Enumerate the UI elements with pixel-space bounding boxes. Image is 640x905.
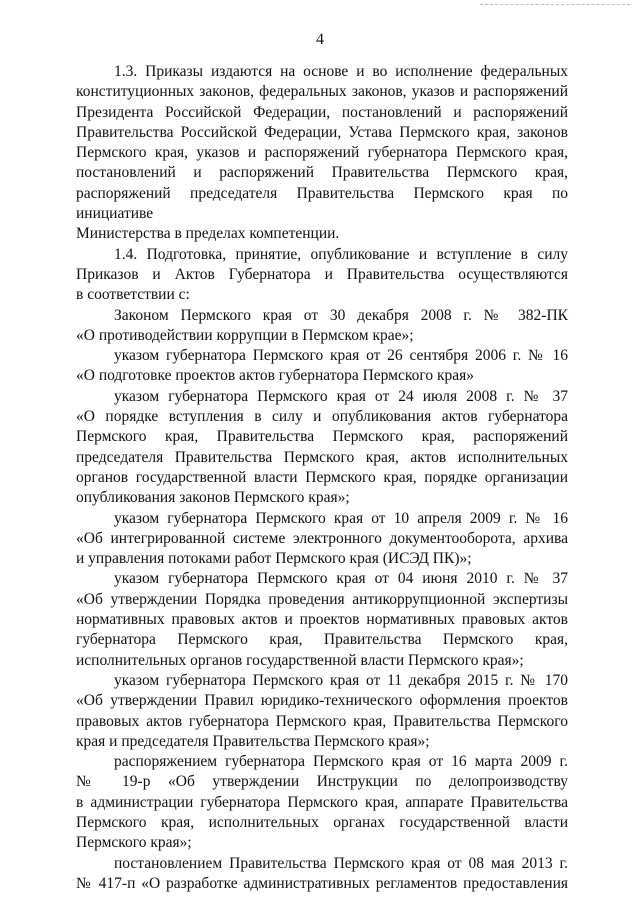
- text-line: распоряжений председателя Правительства Пермского края по инициативе: [76, 184, 568, 223]
- paragraph-r1: [76, 306, 568, 347]
- text-line: Приказов и Актов Губернатора и Правительства осуществляются: [76, 265, 568, 283]
- text-line: исполнительных органов государственной власти Пермского края»;: [76, 651, 524, 669]
- text-line: края и председателя Правительства Пермского края»;: [76, 732, 430, 750]
- text-line: № 417-п «О разработке административных регламентов предоставления: [76, 874, 568, 892]
- paragraph-r6: [76, 671, 568, 752]
- text-line: 1.4. Подготовка, принятие, опубликование и вступление в силу: [114, 245, 568, 263]
- text-line: Президента Российской Федерации, постановлений и распоряжений: [76, 103, 568, 121]
- text-line: Законом Пермского края от 30 декабря 2008 г. № 382-ПК: [114, 306, 568, 324]
- text-line: «О порядке вступления в силу и опубликования актов губернатора: [76, 408, 568, 426]
- paragraph-r5: [76, 569, 568, 670]
- text-line: указом губернатора Пермского края от 11 декабря 2015 г. № 170: [114, 671, 568, 689]
- document-body: [76, 62, 568, 894]
- text-line: в соответствии с:: [76, 286, 190, 304]
- text-line: в администрации губернатора Пермского края, аппарате Правительства: [76, 793, 568, 811]
- paragraph-r4: [76, 509, 568, 570]
- text-line: опубликования законов Пермского края»;: [76, 489, 350, 507]
- paragraph-r7: [76, 752, 568, 853]
- text-line: Правительства Российской Федерации, Устава Пермского края, законов: [76, 123, 568, 141]
- text-line: губернатора Пермского края, Правительства Пермского края,: [76, 631, 568, 649]
- text-line: конституционных законов, федеральных законов, указов и распоряжений: [76, 83, 568, 101]
- text-line: правовых актов губернатора Пермского края, Правительства Пермского: [76, 712, 568, 730]
- text-line: нормативных правовых актов и проектов нормативных правовых актов: [76, 611, 568, 629]
- text-line: «Об интегрированной системе электронного документооборота, архива: [76, 529, 568, 547]
- text-line: и управления потоками работ Пермского края (ИСЭД ПК)»;: [76, 550, 472, 568]
- text-line: № 19-р «Об утверждении Инструкции по делопроизводству: [76, 773, 568, 791]
- text-line: Пермского края, указов и распоряжений губернатора Пермского края,: [76, 144, 568, 162]
- text-line: распоряжением губернатора Пермского края от 16 марта 2009 г.: [114, 753, 568, 771]
- text-line: председателя Правительства Пермского края, актов исполнительных: [76, 448, 568, 466]
- text-line: «О подготовке проектов актов губернатора Пермского края»: [76, 367, 474, 385]
- paragraph-r3: [76, 387, 568, 509]
- text-line: «О противодействии коррупции в Пермском крае»;: [76, 326, 414, 344]
- text-line: 1.3. Приказы издаются на основе и во исполнение федеральных: [114, 63, 568, 80]
- text-line: постановлением Правительства Пермского края от 08 мая 2013 г.: [114, 854, 568, 872]
- text-line: Министерства в пределах компетенции.: [76, 225, 340, 243]
- text-line: «Об утверждении Порядка проведения антикоррупционной экспертизы: [76, 590, 568, 608]
- paragraph-r8: [76, 854, 568, 895]
- text-line: постановлений и распоряжений Правительства Пермского края,: [76, 164, 568, 182]
- text-line: указом губернатора Пермского края от 10 апреля 2009 г. № 16: [114, 509, 568, 527]
- text-line: органов государственной власти Пермского края, порядке организации: [76, 468, 568, 486]
- text-line: указом губернатора Пермского края от 26 сентября 2006 г. № 16: [114, 347, 568, 365]
- text-line: Пермского края, исполнительных органах государственной власти: [76, 813, 568, 831]
- text-line: «Об утверждении Правил юридико-технического оформления проектов: [76, 692, 568, 710]
- text-line: указом губернатора Пермского края от 24 июля 2008 г. № 37: [114, 387, 568, 405]
- text-line: Пермского края, Правительства Пермского края, распоряжений: [76, 428, 568, 446]
- page-number: 4: [316, 31, 324, 48]
- text-line: указом губернатора Пермского края от 04 июня 2010 г. № 37: [114, 570, 568, 588]
- paragraph-p13: [76, 62, 568, 245]
- top-edge-rule: [480, 4, 630, 5]
- text-line: Пермского края»;: [76, 834, 192, 852]
- paragraph-p14: [76, 245, 568, 306]
- paragraph-r2: [76, 346, 568, 387]
